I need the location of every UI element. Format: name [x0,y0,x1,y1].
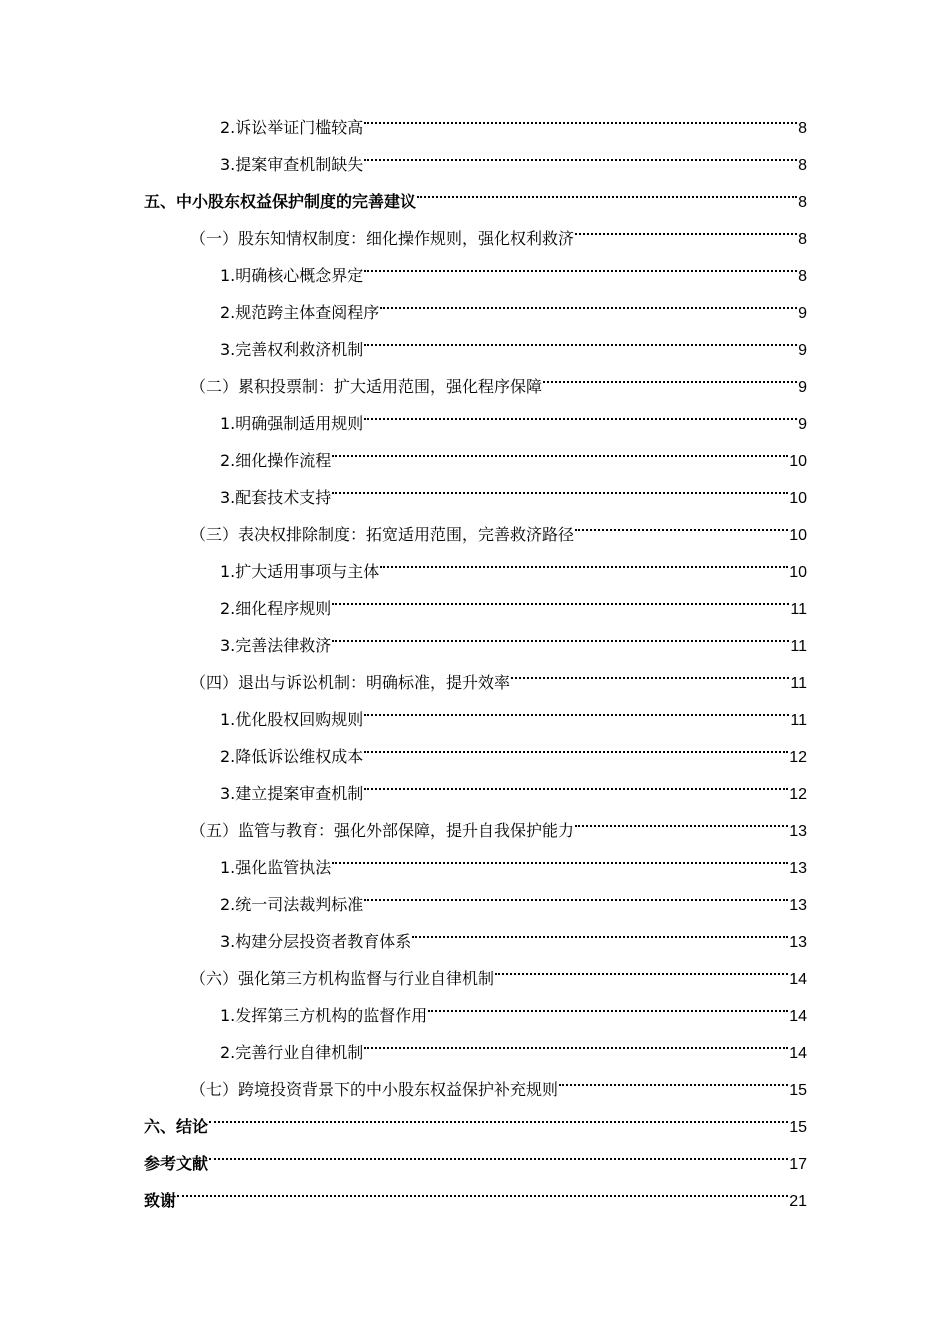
toc-entry[interactable] [0,886,807,923]
toc-dot-leader [559,1084,788,1086]
toc-entry[interactable] [0,442,807,479]
toc-entry[interactable] [0,405,807,442]
toc-page-number: 13 [789,860,807,877]
toc-entry[interactable] [0,257,807,294]
toc-entry-title: 1.发挥第三方机构的监督作用 [220,1006,428,1025]
toc-dot-leader [380,566,788,568]
toc-entry-title: 3.提案审查机制缺失 [220,155,364,174]
toc-entry-title: 1.明确核心概念界定 [220,266,364,285]
toc-entry[interactable] [0,627,807,664]
toc-entry-title: （五）监管与教育：强化外部保障，提升自我保护能力 [190,821,575,840]
toc-entry[interactable] [0,146,807,183]
toc-entry[interactable] [0,109,807,146]
toc-page-number: 9 [798,379,807,396]
toc-entry-title: 3.配套技术支持 [220,488,332,507]
toc-page-number: 15 [789,1119,807,1136]
toc-page-number: 14 [789,1008,807,1025]
toc-page-number: 10 [789,453,807,470]
toc-page-number: 15 [789,1082,807,1099]
toc-page-number: 10 [789,490,807,507]
toc-dot-leader [209,1158,788,1160]
table-of-contents [0,109,950,1219]
toc-entry[interactable] [0,1108,807,1145]
toc-entry[interactable] [0,997,807,1034]
toc-entry-title: （三）表决权排除制度：拓宽适用范围，完善救济路径 [190,525,575,544]
toc-page-number: 11 [790,712,807,729]
toc-dot-leader [575,233,797,235]
toc-entry-title: 1.强化监管执法 [220,858,332,877]
toc-dot-leader [364,788,788,790]
toc-entry[interactable] [0,331,807,368]
toc-entry[interactable] [0,1034,807,1071]
toc-dot-leader [364,418,797,420]
toc-dot-leader [495,973,788,975]
toc-entry[interactable] [0,368,807,405]
toc-dot-leader [364,122,797,124]
toc-dot-leader [364,344,797,346]
toc-page-number: 10 [789,564,807,581]
toc-entry-title: 1.扩大适用事项与主体 [220,562,380,581]
toc-page-number: 17 [789,1156,807,1173]
toc-entry[interactable] [0,923,807,960]
toc-entry[interactable] [0,960,807,997]
toc-page-number: 14 [789,1045,807,1062]
toc-dot-leader [412,936,788,938]
toc-page-number: 8 [798,157,807,174]
toc-page-number: 13 [789,823,807,840]
toc-page-number: 13 [789,934,807,951]
toc-entry-title: 2.降低诉讼维权成本 [220,747,364,766]
toc-entry-title: 2.统一司法裁判标准 [220,895,364,914]
toc-entry[interactable] [0,664,807,701]
toc-dot-leader [177,1195,788,1197]
toc-page-number: 13 [789,897,807,914]
toc-dot-leader [364,1047,788,1049]
toc-entry[interactable] [0,553,807,590]
toc-dot-leader [364,899,788,901]
toc-entry-title: （二）累积投票制：扩大适用范围，强化程序保障 [190,377,543,396]
toc-entry[interactable] [0,738,807,775]
toc-page-number: 21 [789,1193,807,1210]
toc-entry[interactable] [0,516,807,553]
toc-entry-title: 3.建立提案审查机制 [220,784,364,803]
toc-entry-title: （六）强化第三方机构监督与行业自律机制 [190,969,495,988]
toc-page-number: 14 [789,971,807,988]
toc-dot-leader [332,640,789,642]
toc-page-number: 11 [790,638,807,655]
toc-entry-title: （一）股东知情权制度：细化操作规则，强化权利救济 [190,229,575,248]
toc-entry-title: 参考文献 [144,1154,209,1173]
toc-page-number: 11 [790,601,807,618]
toc-entry-title: 2.诉讼举证门槛较高 [220,118,364,137]
toc-entry[interactable] [0,812,807,849]
toc-entry-title: （四）退出与诉讼机制：明确标准，提升效率 [190,673,511,692]
toc-dot-leader [332,492,788,494]
toc-entry-title: （七）跨境投资背景下的中小股东权益保护补充规则 [190,1080,559,1099]
toc-entry[interactable] [0,479,807,516]
toc-dot-leader [380,307,797,309]
toc-entry[interactable] [0,1182,807,1219]
toc-dot-leader [364,751,788,753]
toc-dot-leader [332,603,789,605]
toc-entry-title: 2.细化程序规则 [220,599,332,618]
toc-entry[interactable] [0,183,807,220]
toc-page-number: 11 [790,675,807,692]
toc-entry-title: 1.明确强制适用规则 [220,414,364,433]
toc-entry-title: 六、结论 [144,1117,209,1136]
toc-dot-leader [364,159,797,161]
toc-entry-title: 致谢 [144,1191,177,1210]
toc-page-number: 8 [798,194,807,211]
toc-dot-leader [332,862,788,864]
toc-page-number: 8 [798,268,807,285]
toc-dot-leader [417,196,797,198]
toc-dot-leader [511,677,789,679]
toc-entry-title: 2.细化操作流程 [220,451,332,470]
toc-entry[interactable] [0,775,807,812]
toc-entry-title: 2.完善行业自律机制 [220,1043,364,1062]
toc-dot-leader [575,529,788,531]
toc-page-number: 9 [798,342,807,359]
toc-entry[interactable] [0,1071,807,1108]
toc-entry[interactable] [0,294,807,331]
toc-entry[interactable] [0,1145,807,1182]
toc-page-number: 8 [798,120,807,137]
toc-dot-leader [428,1010,788,1012]
toc-dot-leader [332,455,788,457]
toc-entry[interactable] [0,590,807,627]
toc-page-number: 8 [798,231,807,248]
toc-entry-title: 1.优化股权回购规则 [220,710,364,729]
toc-page-number: 12 [789,786,807,803]
toc-page-number: 12 [789,749,807,766]
toc-entry-title: 3.完善权利救济机制 [220,340,364,359]
toc-dot-leader [364,714,789,716]
toc-entry[interactable] [0,220,807,257]
toc-entry-title: 五、中小股东权益保护制度的完善建议 [144,192,417,211]
toc-entry-title: 3.构建分层投资者教育体系 [220,932,412,951]
toc-entry[interactable] [0,701,807,738]
toc-dot-leader [543,381,797,383]
toc-page-number: 9 [798,416,807,433]
toc-dot-leader [364,270,797,272]
toc-entry[interactable] [0,849,807,886]
toc-dot-leader [209,1121,788,1123]
toc-page-number: 9 [798,305,807,322]
toc-dot-leader [575,825,788,827]
toc-entry-title: 3.完善法律救济 [220,636,332,655]
toc-page-number: 10 [789,527,807,544]
toc-entry-title: 2.规范跨主体查阅程序 [220,303,380,322]
